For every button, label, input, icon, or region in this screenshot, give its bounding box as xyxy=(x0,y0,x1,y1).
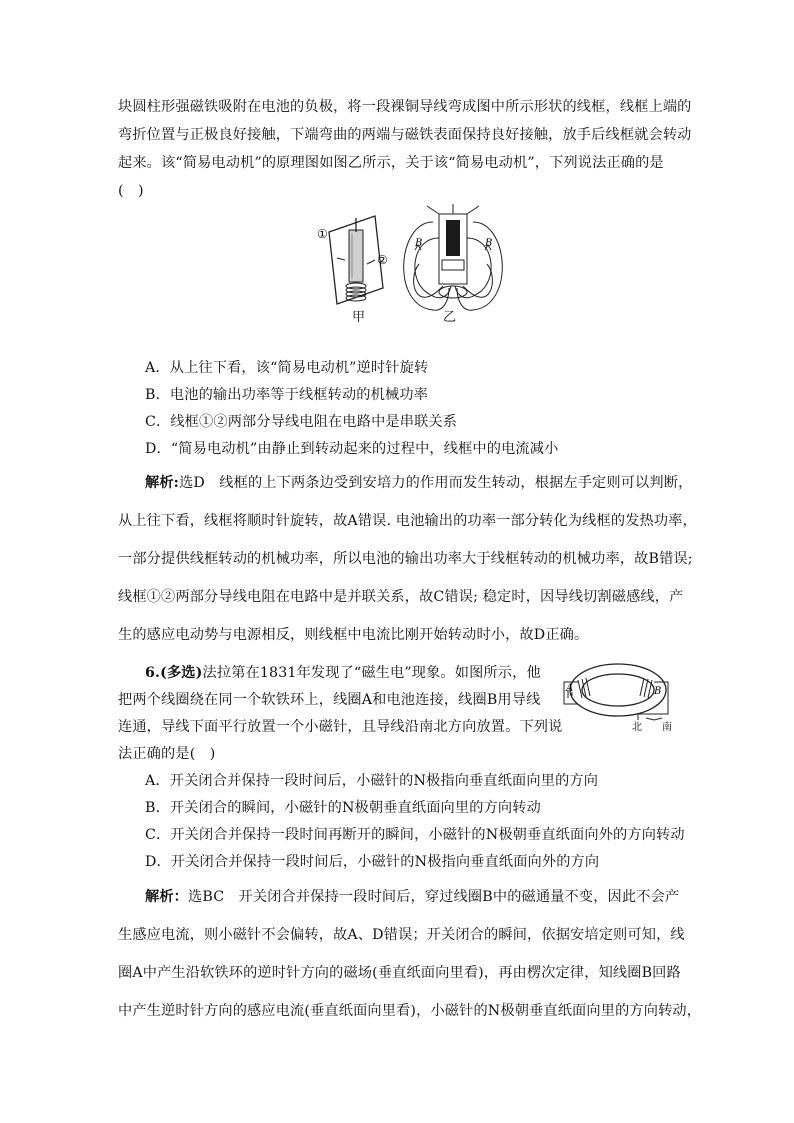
q6-solution-line-1: 解析：选BC 开关闭合并保持一段时间后，穿过线圈B中的磁通量不变，因此不会产 xyxy=(145,889,680,905)
motor-frame-drawing xyxy=(329,216,383,304)
q6-option-d: D．开关闭合并保持一段时间后，小磁针的N极指向垂直纸面向外的方向 xyxy=(145,854,600,870)
frame-mark-1: ① xyxy=(317,227,328,241)
q5-option-d: D．“简易电动机”由静止到转动起来的过程中，线框中的电流减小 xyxy=(145,441,559,457)
field-label-b-right: B xyxy=(485,238,493,249)
frame-mark-2: ② xyxy=(377,253,388,267)
south-label: 南 xyxy=(662,722,672,732)
intro-line-4: ( ) xyxy=(118,183,144,199)
q6-line-3: 连通，导线下面平行放置一个小磁针，且导线沿南北方向放置。下列说 xyxy=(118,719,563,735)
field-label-b-left: B xyxy=(415,238,423,249)
coil-ring-figure xyxy=(558,658,688,732)
coil-b-label: B xyxy=(654,686,662,697)
q6-line-2: 把两个线圈绕在同一个软铁环上，线圈A和电池连接，线圈B用导线 xyxy=(118,692,541,708)
q6-option-c: C．开关闭合并保持一段时间再断开的瞬间，小磁针的N极朝垂直纸面向外的方向转动 xyxy=(145,827,685,843)
q6-line-1: 6.(多选)法拉第在1831年发现了“磁生电”现象。如图所示，他 xyxy=(145,665,541,681)
q6-option-b: B．开关闭合的瞬间，小磁针的N极朝垂直纸面向里的方向转动 xyxy=(145,800,541,816)
intro-line-1: 块圆柱形强磁铁吸附在电池的负极，将一段裸铜导线弯成图中所示形状的线框，线框上端的 xyxy=(118,99,692,115)
q5-solution-label: 解析: xyxy=(145,475,180,491)
intro-line-2: 弯折位置与正极良好接触，下端弯曲的两端与磁铁表面保持良好接触，放手后线框就会转动 xyxy=(118,127,692,143)
north-label: 北 xyxy=(632,722,642,732)
q6-option-a: A．开关闭合并保持一段时间后，小磁针的N极指向垂直纸面向里的方向 xyxy=(145,773,599,789)
q5-solution-line-2: 从上往下看，线框将顺时针旋转，故A错误. 电池输出的功率一部分转化为线框的发热功率， xyxy=(118,513,697,529)
q6-solution-label: 解析： xyxy=(145,889,189,905)
q5-option-c: C．线框①②两部分导线电阻在电路中是串联关系 xyxy=(145,414,458,430)
q6-solution-line-3: 圈A中产生沿软铁环的逆时针方向的磁场(垂直纸面向里看)，再由楞次定律，知线圈B回路 xyxy=(118,965,681,981)
field-diagram xyxy=(404,204,503,310)
q5-solution-line-5: 生的感应电动势与电源相反，则线框中电流比刚开始转动时小，故D正确。 xyxy=(118,627,589,643)
intro-line-3: 起来。该“简易电动机”的原理图如图乙所示，关于该“简易电动机”，下列说法正确的是 xyxy=(118,155,664,171)
q6-solution-line-4: 中产生逆时针方向的感应电流(垂直纸面向里看)，小磁针的N极朝垂直纸面向里的方向转动， xyxy=(118,1003,702,1019)
q5-solution-line-1: 解析:选D 线框的上下两条边受到安培力的作用而发生转动，根据左手定则可以判断， xyxy=(145,475,693,491)
q6-number: 6.(多选) xyxy=(145,665,203,681)
q5-option-b: B．电池的输出功率等于线框转动的机械功率 xyxy=(145,387,428,403)
coil-a-label: A xyxy=(566,683,574,694)
q5-option-a: A．从上往下看，该“简易电动机”逆时针旋转 xyxy=(145,360,429,376)
q5-solution-line-4: 线框①②两部分导线电阻在电路中是并联关系，故C错误; 稳定时，因导线切割磁感线，产 xyxy=(118,589,684,605)
q6-solution-line-2: 生感应电流，则小磁针不会偏转，故A、D错误；开关闭合的瞬间，依据安培定则可知，线 xyxy=(118,927,685,943)
motor-figure xyxy=(315,198,525,326)
figure-label-yi: 乙 xyxy=(443,310,457,325)
q6-line-4: 法正确的是( ) xyxy=(118,746,216,762)
figure-label-jia: 甲 xyxy=(352,310,366,325)
q5-solution-line-3: 一部分提供线框转动的机械功率，所以电池的输出功率大于线框转动的机械功率，故B错误; xyxy=(118,551,693,567)
